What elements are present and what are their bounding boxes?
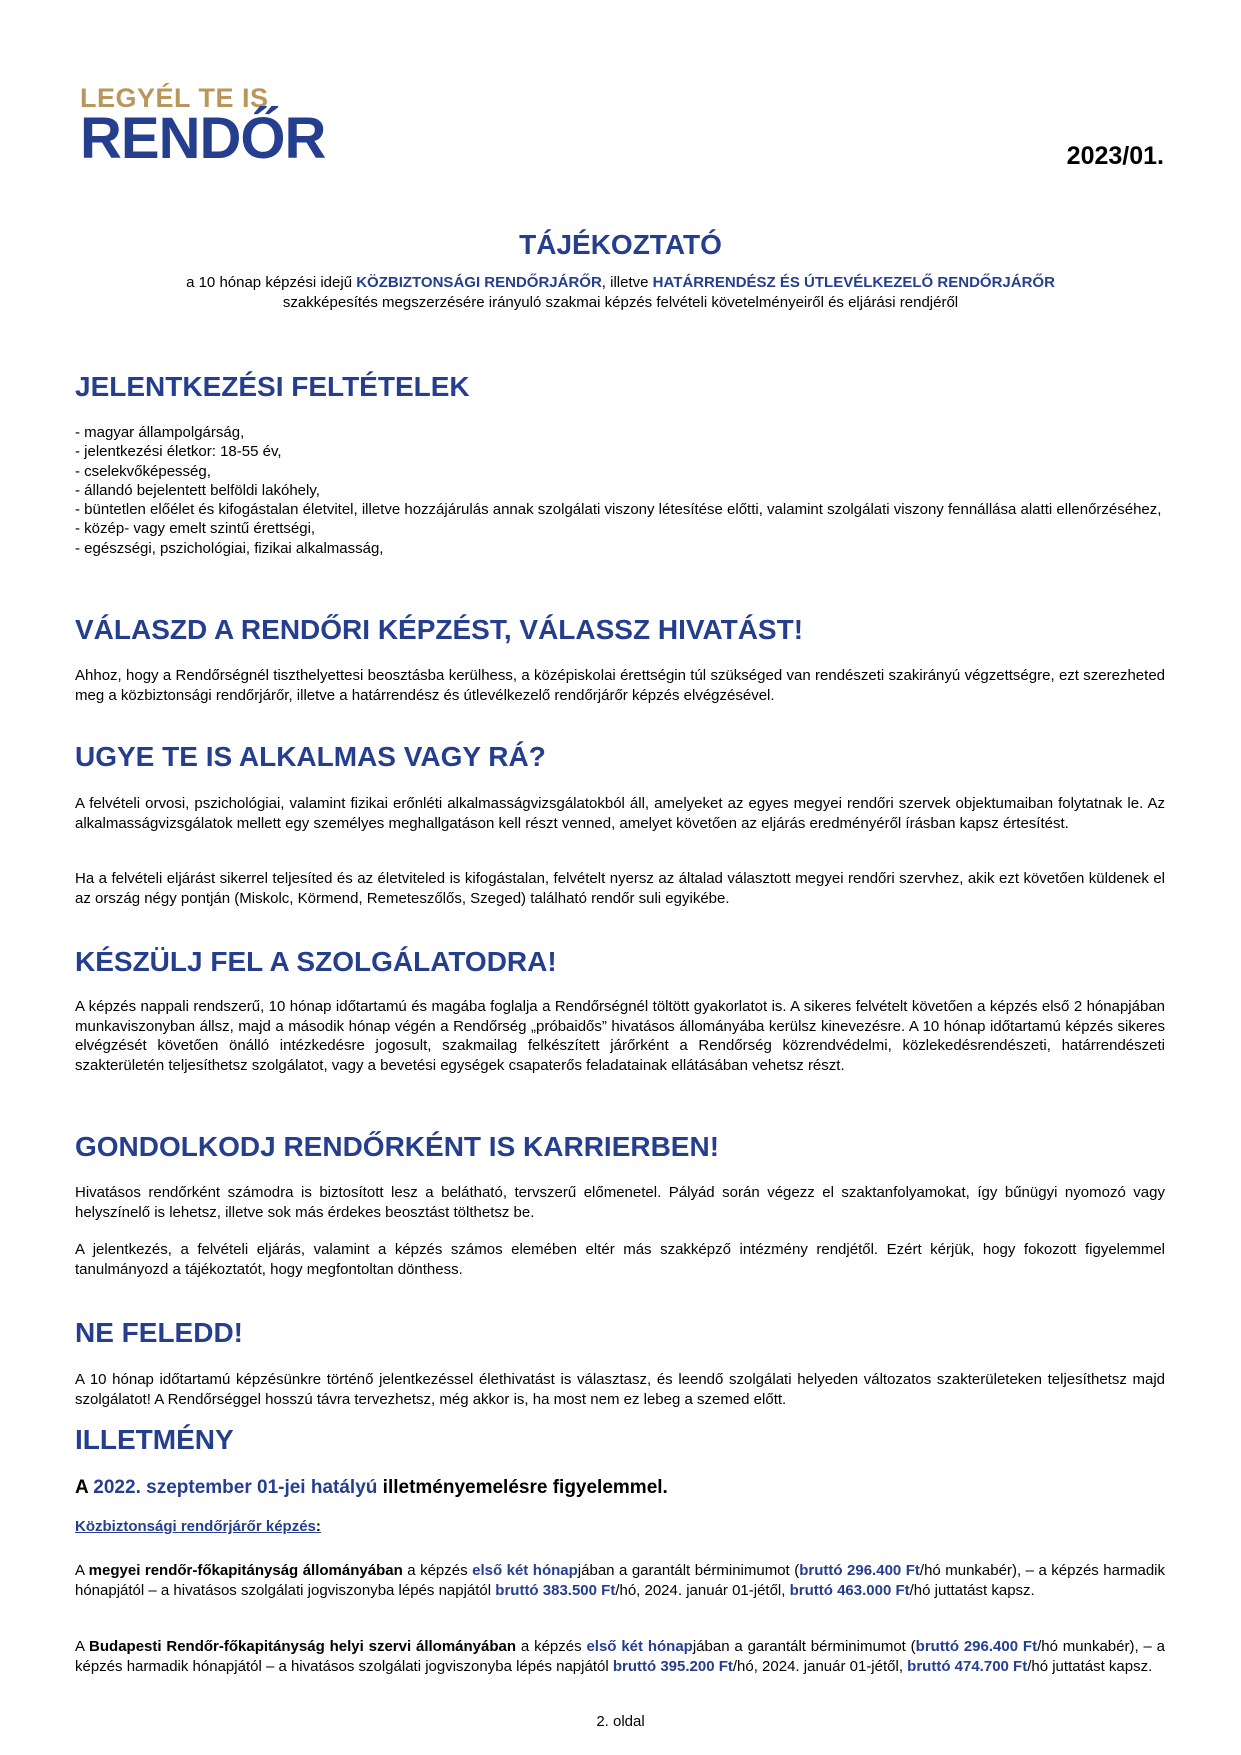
paragraph-salary-county: A megyei rendőr-főkapitányság állományában a képzés első két hónapjában a garantált bérminimumot (bruttó 296.400 Ft/hó munkabér), – a képzés harmadik hónapjától – a hivatásos szolgálati jogviszonyba lépés napjától bruttó 383.500 Ft/hó, 2024. január 01-jétől, bruttó 463.000 Ft/hó juttatást kapsz. <box>75 1562 1165 1599</box>
paragraph-prepare: A képzés nappali rendszerű, 10 hónap időtartamú és magába foglalja a Rendőrségnél töltött gyakorlatot is. A sikeres felvételt követően a képzés első 2 hónapjában munkaviszonyban állsz, majd a második hónap végén a Rendőrség „próbaidős” hivatásos állományába kerülsz kinevezésre. A 10 hónap időtartamú képzés sikeres elvégzését követően önálló intézkedésre jogosult, szakmailag felkészített járőrként a Rendőrség közrendvédelmi, közlekedésrendészeti, határrendészeti szakterületén teljesíthetsz szolgálatot, vagy a bevetési egységek csapaterős feladatainak ellátásában vehetsz részt. <box>75 998 1165 1074</box>
paragraph-choose: Ahhoz, hogy a Rendőrségnél tiszthelyettesi beosztásba kerülhess, a középiskolai érettségin túl szükséged van rendészeti szakirányú végzettségre, ezt szerezheted meg a közbiztonsági rendőrjárőr, illetve a határrendész és útlevélkezelő rendőrjárőr képzés elvégzésével. <box>75 667 1165 704</box>
paragraph-suitable-2: Ha a felvételi eljárást sikerrel teljesíted és az életviteled is kifogástalan, felvételt nyersz az általad választott megyei rendőri szervhez, akik ezt követően küldenek el az ország négy pontján (Miskolc, Körmend, Remeteszőlős, Szeged) található rendőr suli egyikébe. <box>75 870 1165 907</box>
paragraph-career-2: A jelentkezés, a felvételi eljárás, valamint a képzés számos elemében eltér más szakképző intézmény rendjétől. Ezért kérjük, hogy fokozott figyelemmel tanulmányozd a tájékoztatót, hogy megfontoltan dönthess. <box>75 1241 1165 1278</box>
intro-line-2: szakképesítés megszerzésére irányuló szakmai képzés felvételi követelményeiről és eljárási rendjéről <box>282 294 959 311</box>
issue-number: 2023/01. <box>1066 142 1164 170</box>
section-heading-choose: VÁLASZD A RENDŐRI KÉPZÉST, VÁLASSZ HIVATÁST! <box>75 614 804 645</box>
section-heading-conditions: JELENTKEZÉSI FELTÉTELEK <box>75 371 470 402</box>
conditions-list <box>75 423 1165 558</box>
list-item: - büntetlen előélet és kifogástalan életvitel, illetve hozzájárulás annak szolgálati viszony létesítése előtti, valamint szolgálati viszony fennállása alatti ellenőrzéséhez, <box>75 501 1162 519</box>
list-item: - közép- vagy emelt szintű érettségi, <box>75 520 316 538</box>
section-heading-salary: ILLETMÉNY <box>75 1424 234 1455</box>
legyel-te-is-rendor-logo <box>80 84 380 170</box>
section-heading-suitable: UGYE TE IS ALKALMAS VAGY RÁ? <box>75 741 546 772</box>
logo-line-1: LEGYÉL TE IS <box>80 83 269 113</box>
paragraph-salary-budapest: A Budapesti Rendőr-főkapitányság helyi szervi állományában a képzés első két hónapjában a garantált bérminimumot (bruttó 296.400 Ft/hó munkabér), – a képzés harmadik hónapjától – a hivatásos szolgálati jogviszonyba lépés napjától bruttó 395.200 Ft/hó, 2024. január 01-jétől, bruttó 474.700 Ft/hó juttatást kapsz. <box>75 1638 1166 1675</box>
page-number: 2. oldal <box>596 1713 645 1730</box>
logo-line-2: RENDŐR <box>80 106 326 171</box>
salary-intro: A 2022. szeptember 01-jei hatályú illetményemelésre figyelemmel. <box>75 1477 668 1498</box>
intro-line-1: a 10 hónap képzési idejű KÖZBIZTONSÁGI RENDŐRJÁRŐR, illetve HATÁRRENDÉSZ ÉS ÚTLEVÉLKEZELŐ RENDŐRJÁRŐR <box>186 274 1055 291</box>
list-item: - egészségi, pszichológiai, fizikai alkalmasság, <box>75 539 384 557</box>
paragraph-career-1: Hivatásos rendőrként számodra is biztosított lesz a belátható, tervszerű előmenetel. Pályád során végezz el szaktanfolyamokat, így bűnügyi nyomozó vagy helyszínelő is lehetsz, illetve sok más érdekes beosztást tölthetsz be. <box>75 1184 1165 1221</box>
paragraph-remember: A 10 hónap időtartamú képzésünkre történő jelentkezéssel élethivatást is választasz, és leendő szolgálati helyeden változatos szakterületeken teljesíthetsz majd szolgálatot! A Rendőrséggel hosszú távra tervezhetsz, még akkor is, ha most nem ez lebeg a szemed előtt. <box>75 1371 1165 1408</box>
list-item: - magyar állampolgárság, <box>75 424 245 441</box>
paragraph-suitable-1: A felvételi orvosi, pszichológiai, valamint fizikai erőnléti alkalmasságvizsgálatokból áll, amelyeket az egyes megyei rendőri szervek objektumaiban folytatnak le. Az alkalmasságvizsgálatok mellett egy személyes meghallgatáson kell részt venned, amelyet követően az eljárás eredményéről írásban kapsz értesítést. <box>75 795 1165 832</box>
list-item: - cselekvőképesség, <box>75 462 211 480</box>
salary-subheading: Közbiztonsági rendőrjárőr képzés: <box>75 1518 321 1535</box>
document-title: TÁJÉKOZTATÓ <box>519 229 722 260</box>
section-heading-remember: NE FELEDD! <box>75 1317 243 1348</box>
section-heading-prepare: KÉSZÜLJ FEL A SZOLGÁLATODRA! <box>75 946 557 977</box>
list-item: - jelentkezési életkor: 18-55 év, <box>75 443 282 461</box>
section-heading-career: GONDOLKODJ RENDŐRKÉNT IS KARRIERBEN! <box>75 1131 720 1162</box>
list-item: - állandó bejelentett belföldi lakóhely, <box>75 481 320 499</box>
